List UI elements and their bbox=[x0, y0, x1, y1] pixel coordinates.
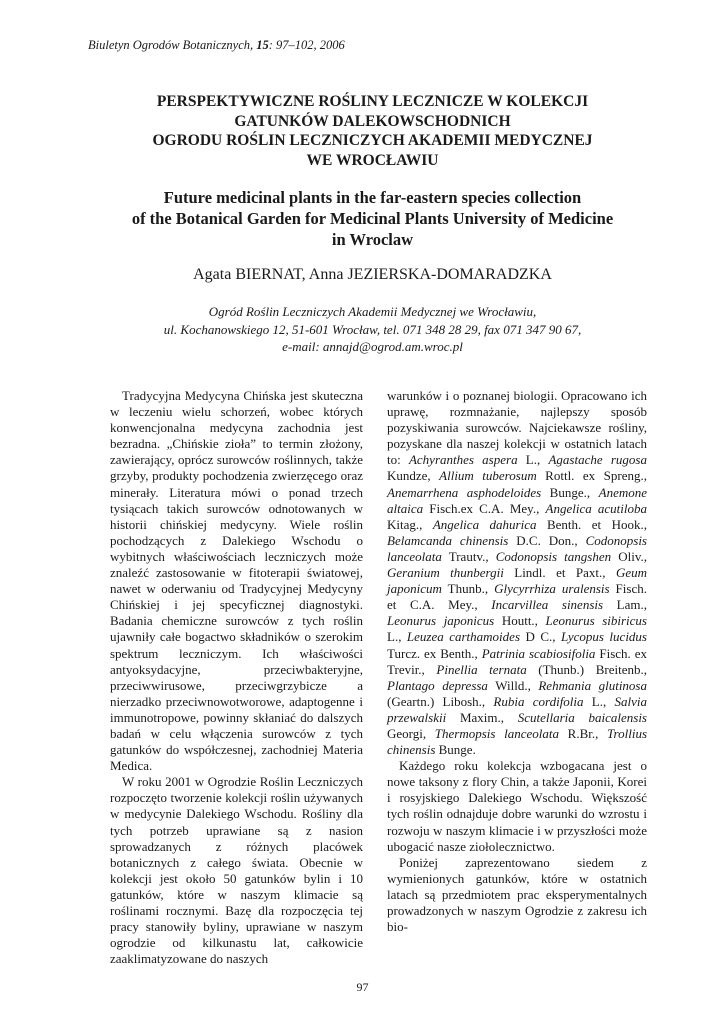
paragraph: Poniżej zaprezentowano siedem z wymienionych gatunków, które w ostatnich latach są przedmiotem prac eksperymentalnych prowadzonych w naszym Ogrodzie z zakresu ich bio- bbox=[387, 854, 647, 935]
title-english-line: in Wroclaw bbox=[331, 230, 414, 249]
title-english-line: Future medicinal plants in the far-eastern species collection bbox=[163, 188, 582, 207]
species-authority: Kundze, bbox=[387, 468, 440, 484]
authors: Agata BIERNAT, Anna JEZIERSKA-DOMARADZKA bbox=[193, 266, 552, 283]
species-name: Lycopus lucidus bbox=[561, 629, 647, 645]
species-name: Trollius chinensis bbox=[387, 725, 647, 758]
journal-citation bbox=[88, 38, 345, 53]
journal-name: Biuletyn Ogrodów Botanicznych, bbox=[88, 38, 254, 52]
species-name: Thermopsis lanceolata bbox=[434, 725, 559, 741]
species-name: Codonopsis lanceolata bbox=[387, 532, 647, 564]
species-name: Anemarrhena asphodeloides bbox=[387, 484, 542, 500]
paragraph: Każdego roku kolekcja wzbogacana jest o nowe taksony z flory Chin, a także Japonii, Korei i rosyjskiego Dalekiego Wschodu. Większość tych roślin odnajduje dobre warunki do wzrostu i rozwoju w naszym klimacie i w przyszłości może ubogacić nasze ziołolecznictwo. bbox=[387, 758, 647, 854]
affiliation-line: ul. Kochanowskiego 12, 51-601 Wrocław, tel. 071 348 28 29, fax 071 347 90 67, bbox=[163, 321, 582, 337]
species-name: Geum japonicum bbox=[387, 565, 647, 597]
page-number: 97 bbox=[356, 980, 369, 994]
species-name: Pinellia ternata bbox=[436, 661, 527, 677]
species-authority: Bunge. bbox=[435, 742, 476, 758]
species-authority: Trautv., bbox=[441, 548, 496, 564]
left-column bbox=[110, 388, 363, 967]
species-authority: Fisch. ex Trevir., bbox=[387, 645, 647, 677]
species-name: Leonurus japonicus bbox=[387, 613, 495, 629]
species-name: Allium tuberosum bbox=[439, 468, 537, 484]
species-name: Incarvillea sinensis bbox=[491, 597, 604, 613]
species-authority: Thunb., bbox=[441, 581, 495, 597]
species-name: Achyranthes aspera bbox=[408, 452, 518, 468]
species-authority: Georgi, bbox=[387, 725, 435, 741]
species-authority: Kitag., bbox=[387, 516, 433, 532]
species-name: Belamcanda chinensis bbox=[387, 532, 509, 548]
species-name: Rehmania glutinosa bbox=[538, 677, 647, 693]
paragraph-intro: warunków i o poznanej biologii. Opracowano ich uprawę, rozmnażanie, najlepszy sposób pozyskiwania surowców. Najciekawsze rośliny, pozyskane dla naszej kolekcji w ostatnich latach to: bbox=[387, 388, 647, 468]
species-authority: Fisch.ex C.A. Mey., bbox=[423, 500, 546, 516]
species-authority: Turcz. ex Benth., bbox=[387, 645, 482, 661]
affiliation bbox=[80, 303, 665, 356]
species-authority: D.C. Don., bbox=[508, 532, 586, 548]
species-authority: Benth. et Hook., bbox=[536, 516, 647, 532]
species-list bbox=[387, 452, 647, 757]
species-name: Plantago depressa bbox=[387, 677, 488, 693]
species-name: Geranium thunbergii bbox=[387, 565, 504, 581]
species-paragraph bbox=[387, 388, 647, 758]
species-name: Leuzea carthamoides bbox=[406, 629, 521, 645]
species-name: Angelica dahurica bbox=[432, 516, 537, 532]
right-column bbox=[387, 388, 647, 935]
species-name: Rubia cordifolia bbox=[493, 693, 584, 709]
species-name: Codonopsis tangshen bbox=[495, 548, 612, 564]
species-authority: Rottl. ex Spreng., bbox=[536, 468, 647, 484]
species-name: Angelica acutiloba bbox=[545, 500, 647, 516]
title-polish-line: PERSPEKTYWICZNE ROŚLINY LECZNICZE W KOLEKCJI bbox=[156, 93, 589, 110]
species-name: Glycyrrhiza uralensis bbox=[494, 581, 610, 597]
species-authority: Fisch. et C.A. Mey., bbox=[387, 581, 647, 613]
title-polish-line: WE WROCŁAWIU bbox=[306, 151, 439, 169]
affiliation-line: Ogród Roślin Leczniczych Akademii Medycznej we Wrocławiu, bbox=[208, 304, 537, 319]
species-name: Anemone altaica bbox=[387, 484, 647, 516]
species-name: Agastache rugosa bbox=[548, 452, 647, 468]
species-authority: D C., bbox=[520, 629, 562, 645]
paragraph: W roku 2001 w Ogrodzie Roślin Leczniczych rozpoczęto tworzenie kolekcji roślin używanych w medycynie Dalekiego Wschodu. Rośliny dla tych potrzeb uprawiane są z nasion sprowadzanych z różnych placówek botanicznych z całego świata. Obecnie w kolekcji jest około 50 gatunków bylin i 10 gatunków, które w naszym klimacie są roślinami rocznymi. Bazę dla rozpoczęcia tej pracy stanowiły byliny, uprawiane w naszym ogrodzie od kilkunastu lat, całkowicie zaaklimatyzowane do naszych bbox=[110, 774, 363, 967]
title-polish-line: OGRODU ROŚLIN LECZNICZYCH AKADEMII MEDYCZNEJ bbox=[152, 132, 593, 149]
species-authority: Lindl. et Paxt., bbox=[503, 565, 616, 581]
species-authority: Houtt., bbox=[494, 613, 546, 629]
species-authority: Lam., bbox=[603, 597, 647, 613]
paragraph: Tradycyjna Medycyna Chińska jest skuteczna w leczeniu wielu schorzeń, wobec których konwencjonalna medycyna zachodnia jest bezradna. „Chińskie zioła” to termin złożony, zawierający, oprócz surowców roślinnych, także grzyby, produkty pochodzenia zwierzęcego oraz minerały. Literatura mówi o ponad trzech tysiącach takich surowców odnotowanych w historii chińskiej medycyny. Wiele roślin pochodzących z Dalekiego Wschodu o wybitnych właściwościach leczniczych może znaleźć zastosowanie w fitoterapii światowej, nawet w oderwaniu od Tradycyjnej Medycyny Chińskiej i jej specyficznej diagnostyki. Badania chemiczne surowców z tych roślin ujawniły całe bogactwo składników o szerokim spektrum leczniczym. Ich właściwości antyoksydacyjne, przeciwbakteryjne, przeciwwirusowe, przeciwgrzybicze a nierzadko przeciwnowotworowe, adaptogenne i immunotropowe, powinny skłaniać do dalszych badań w celu włączenia surowców z tych gatunków do współczesnej, zachodniej Materia Medica. bbox=[110, 388, 363, 774]
species-authority: Maxim., bbox=[446, 709, 518, 725]
species-name: Leonurus sibiricus bbox=[545, 613, 647, 629]
species-authority: Bunge., bbox=[541, 484, 599, 500]
title-polish bbox=[80, 92, 665, 170]
species-authority: Willd., bbox=[487, 677, 539, 693]
journal-volume: 15 bbox=[256, 38, 269, 52]
species-authority: Oliv., bbox=[611, 548, 647, 564]
species-name: Scutellaria baicalensis bbox=[517, 709, 647, 725]
species-name: Patrinia scabiosifolia bbox=[481, 645, 596, 661]
title-polish-line: GATUNKÓW DALEKOWSCHODNICH bbox=[234, 112, 511, 130]
title-english bbox=[80, 187, 665, 250]
species-authority: R.Br., bbox=[559, 725, 608, 741]
species-authority: (Thunb.) Breitenb., bbox=[526, 661, 647, 677]
species-name: Salvia przewalskii bbox=[387, 693, 647, 725]
journal-pages: : 97–102, 2006 bbox=[268, 38, 345, 52]
species-authority: (Geartn.) Libosh., bbox=[387, 693, 494, 709]
species-authority: L., bbox=[517, 452, 549, 468]
species-authority: L., bbox=[387, 629, 407, 645]
species-authority: L., bbox=[583, 693, 615, 709]
title-english-line: of the Botanical Garden for Medicinal Plants University of Medicine bbox=[131, 209, 614, 228]
affiliation-email: e-mail: annajd@ogrod.am.wroc.pl bbox=[282, 339, 463, 354]
